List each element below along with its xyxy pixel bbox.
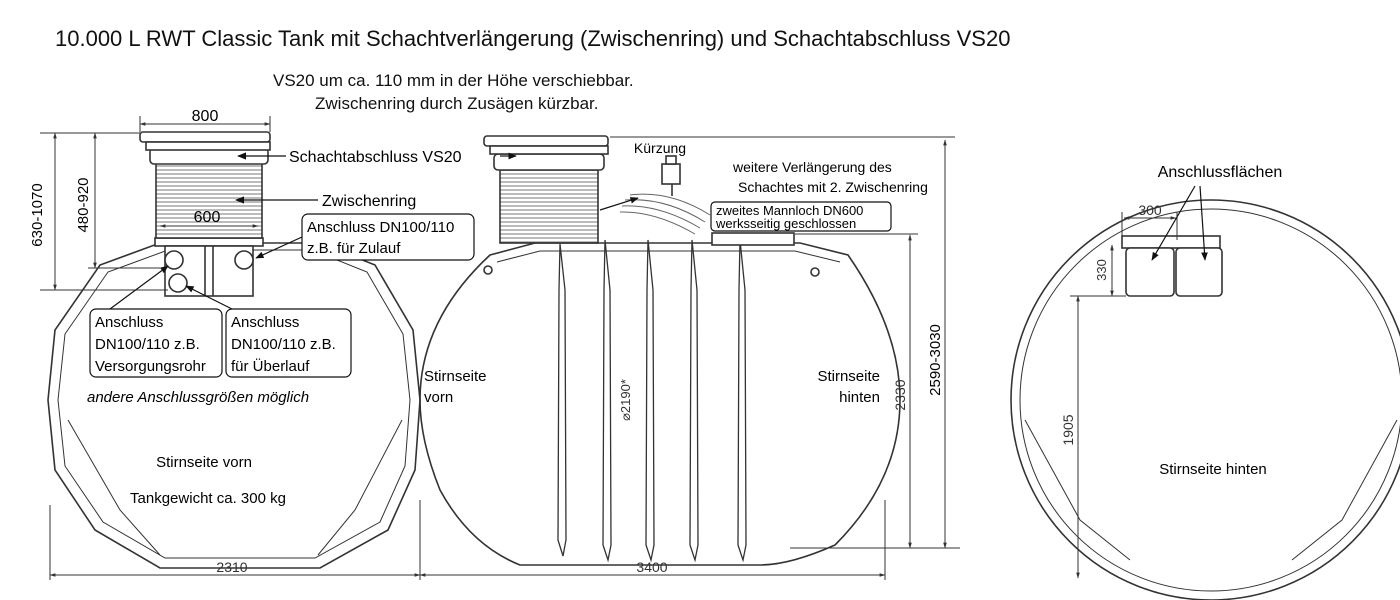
svg-text:Anschluss DN100/110: Anschluss DN100/110 — [307, 219, 455, 236]
dim-330: 330 — [1094, 259, 1109, 281]
dim-2330: 2330 — [892, 379, 908, 411]
side-second-manhole — [712, 233, 794, 245]
svg-text:zweites Mannloch DN600: zweites Mannloch DN600 — [716, 203, 864, 218]
cut-illustration — [620, 194, 710, 234]
dim-300: 300 — [1138, 202, 1162, 218]
page-title: 10.000 L RWT Classic Tank mit Schachtverlängerung (Zwischenring) und Schachtabschluss VS20 — [55, 26, 1011, 51]
dim-diameter: ⌀2190* — [618, 379, 633, 421]
front-neck — [155, 238, 263, 246]
dim-2590-3030: 2590-3030 — [927, 324, 944, 396]
svg-text:DN100/110 z.B.: DN100/110 z.B. — [231, 336, 336, 353]
rear-labels — [1060, 164, 1282, 478]
label-cover-vs20: Schachtabschluss VS20 — [289, 149, 462, 166]
label-rear-face: Stirnseite hinten — [1159, 461, 1267, 478]
dim-800: 800 — [191, 108, 219, 125]
label-intermediate-ring: Zwischenring — [322, 193, 417, 210]
front-connection-bottom — [169, 274, 187, 292]
svg-text:werksseitig geschlossen: werksseitig geschlossen — [716, 216, 857, 231]
note-other-sizes: andere Anschlussgrößen möglich — [87, 389, 310, 406]
note-ring-shortenable: Zwischenring durch Zusägen kürzbar. — [315, 94, 599, 113]
svg-text:für Überlauf: für Überlauf — [231, 358, 310, 375]
label-extension-1: weitere Verlängerung des — [733, 159, 892, 175]
note-vs20-adjustable: VS20 um ca. 110 mm in der Höhe verschiebbar. — [273, 71, 634, 90]
svg-text:Anschluss: Anschluss — [231, 314, 300, 331]
label-side-front-2: vorn — [424, 389, 454, 406]
dim-480-920: 480-920 — [75, 177, 92, 233]
label-connection-surfaces: Anschlussflächen — [1157, 164, 1283, 181]
svg-text:z.B. für Zulauf: z.B. für Zulauf — [307, 240, 401, 257]
side-ribs — [558, 240, 746, 560]
front-connection-right — [235, 251, 253, 269]
dim-1905: 1905 — [1060, 414, 1076, 446]
side-tank-outline — [420, 243, 900, 565]
label-cut: Kürzung — [633, 140, 687, 156]
label-side-front-1: Stirnseite — [424, 368, 487, 385]
rear-view — [1011, 200, 1400, 600]
dim-600: 600 — [193, 209, 221, 226]
label-tank-weight: Tankgewicht ca. 300 kg — [130, 490, 286, 507]
side-intermediate-ring — [500, 170, 598, 243]
label-extension-2: Schachtes mit 2. Zwischenring — [738, 179, 928, 195]
label-side-back-2: hinten — [839, 389, 880, 406]
rear-connection-block — [1122, 236, 1220, 248]
svg-text:Anschluss: Anschluss — [95, 314, 164, 331]
label-side-back-1: Stirnseite — [817, 368, 880, 385]
svg-text:DN100/110 z.B.: DN100/110 z.B. — [95, 336, 200, 353]
label-front-face: Stirnseite vorn — [156, 454, 252, 471]
svg-text:Versorgungsrohr: Versorgungsrohr — [95, 358, 206, 375]
dim-630-1070: 630-1070 — [29, 183, 46, 247]
dim-2310: 2310 — [216, 559, 248, 575]
dim-3400: 3400 — [636, 559, 668, 575]
